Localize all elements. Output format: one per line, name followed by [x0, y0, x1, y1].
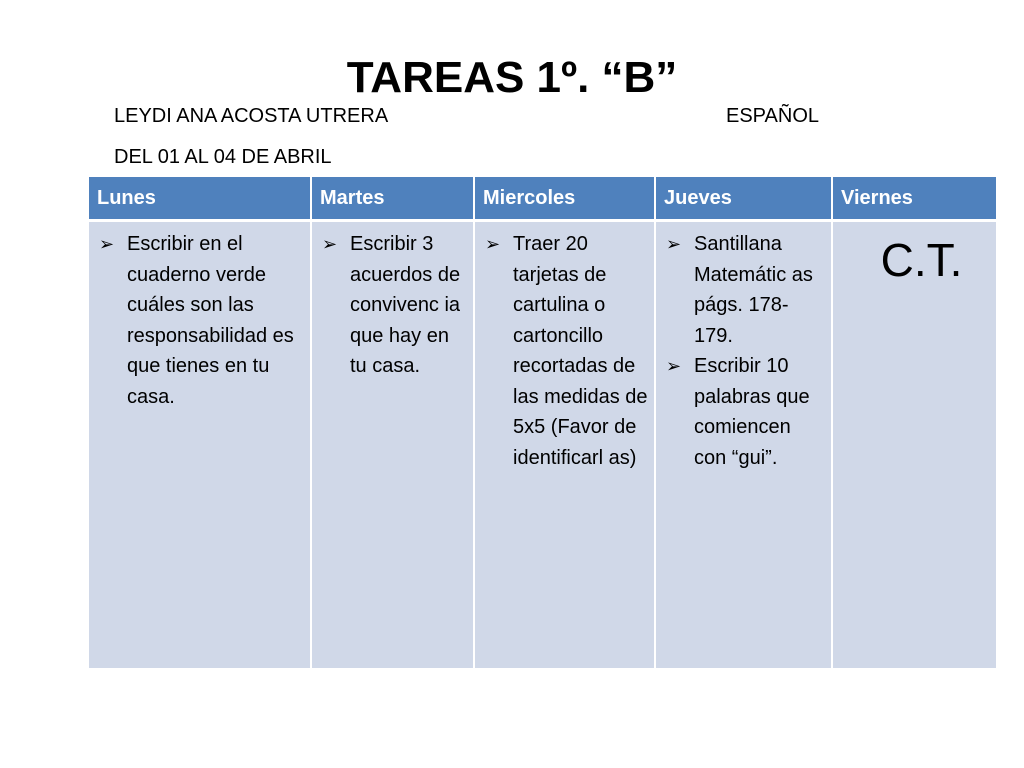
arrow-bullet-icon: ➢ — [485, 234, 501, 254]
task-text: Santillana Matemátic as págs. 178-179. — [694, 233, 813, 347]
viernes-ct-label: C.T. — [880, 234, 963, 286]
task-text: Escribir en el cuaderno verde cuáles son las responsabilidad es que tienes en tu casa. — [127, 233, 294, 408]
tasks-row — [89, 221, 996, 669]
task-item — [99, 229, 304, 412]
task-text: Traer 20 tarjetas de cartulina o cartoncillo recortadas de las medidas de 5x5 (Favor de identificarl as) — [513, 233, 648, 469]
arrow-bullet-icon: ➢ — [322, 234, 338, 254]
header-martes: Martes — [311, 177, 474, 221]
header-viernes: Viernes — [832, 177, 996, 221]
cell-viernes — [832, 221, 996, 669]
cell-martes — [311, 221, 474, 669]
cell-miercoles — [474, 221, 655, 669]
header-row — [89, 177, 996, 221]
arrow-bullet-icon: ➢ — [666, 356, 682, 376]
task-list-lunes — [99, 229, 304, 412]
header-lunes: Lunes — [89, 177, 311, 221]
task-text: Escribir 3 acuerdos de convivenc ia que hay en tu casa. — [350, 233, 461, 377]
task-item — [666, 229, 825, 351]
cell-jueves — [655, 221, 832, 669]
slide-title: TAREAS 1º. “B” — [346, 53, 678, 102]
task-list-miercoles — [485, 229, 648, 473]
cell-lunes — [89, 221, 311, 669]
task-item — [322, 229, 467, 382]
task-list-martes — [322, 229, 467, 382]
arrow-bullet-icon: ➢ — [666, 234, 682, 254]
tasks-table — [89, 177, 996, 668]
task-item — [666, 351, 825, 473]
header-miercoles: Miercoles — [474, 177, 655, 221]
teacher-name: LEYDI ANA ACOSTA UTRERA — [114, 105, 389, 127]
subject-name: ESPAÑOL — [726, 105, 819, 127]
task-item — [485, 229, 648, 473]
task-list-jueves — [666, 229, 825, 473]
arrow-bullet-icon: ➢ — [99, 234, 115, 254]
header-jueves: Jueves — [655, 177, 832, 221]
task-text: Escribir 10 palabras que comiencen con “gui”. — [694, 355, 810, 469]
date-range: DEL 01 AL 04 DE ABRIL — [114, 146, 332, 168]
